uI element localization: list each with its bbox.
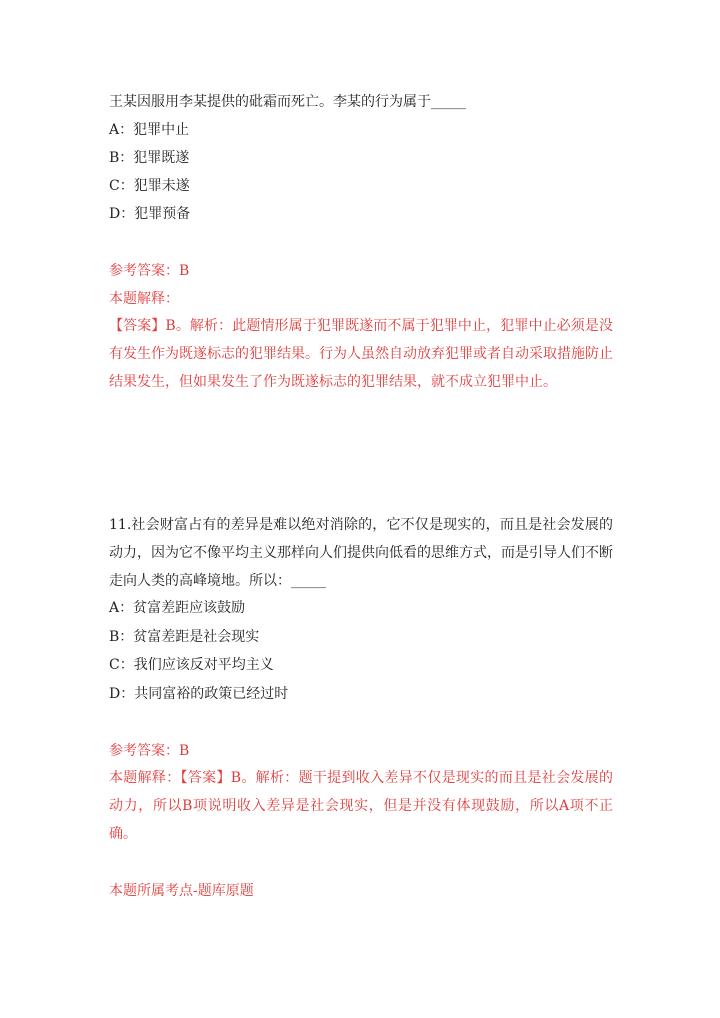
footer-topic: 本题所属考点-题库原题 (109, 883, 254, 899)
q11-option-a: A：贫富差距应该鼓励 (109, 600, 246, 616)
q11-option-d: D：共同富裕的政策已经过时 (109, 686, 289, 702)
q10-explain-label: 本题解释： (109, 291, 179, 307)
q10-option-c: C：犯罪未遂 (109, 178, 190, 194)
q10-explain-text: 【答案】B。解析：此题情形属于犯罪既遂而不属于犯罪中止，犯罪中止必须是没有发生作为既遂标志的犯罪结果。行为人虽然自动放弃犯罪或者自动采取措施防止结果发生，但如果发生了作为既遂标志的犯罪结果，就不成立犯罪中止。 (109, 318, 613, 390)
q11-stem: 11.社会财富占有的差异是难以绝对消除的，它不仅是现实的，而且是社会发展的动力，因为它不像平均主义那样向人们提供向低看的思维方式，而是引导人们不断走向人类的高峰境地。所以：_____ (109, 517, 613, 589)
q10-option-b: B：犯罪既遂 (109, 150, 190, 166)
q11-explain-text: 本题解释：【答案】B。解析：题干提到收入差异不仅是现实的而且是社会发展的动力，所以B项说明收入差异是社会现实，但是并没有体现鼓励，所以A项不正确。 (109, 770, 613, 842)
q10-stem: 王某因服用李某提供的砒霜而死亡。李某的行为属于_____ (109, 94, 466, 110)
q10-option-d: D：犯罪预备 (109, 206, 191, 222)
q10-option-a: A：犯罪中止 (109, 122, 190, 138)
q11-option-c: C：我们应该反对平均主义 (109, 657, 274, 673)
q11-answer: 参考答案：B (109, 743, 190, 759)
q11-option-b: B：贫富差距是社会现实 (109, 629, 260, 645)
q10-answer: 参考答案：B (109, 263, 190, 279)
